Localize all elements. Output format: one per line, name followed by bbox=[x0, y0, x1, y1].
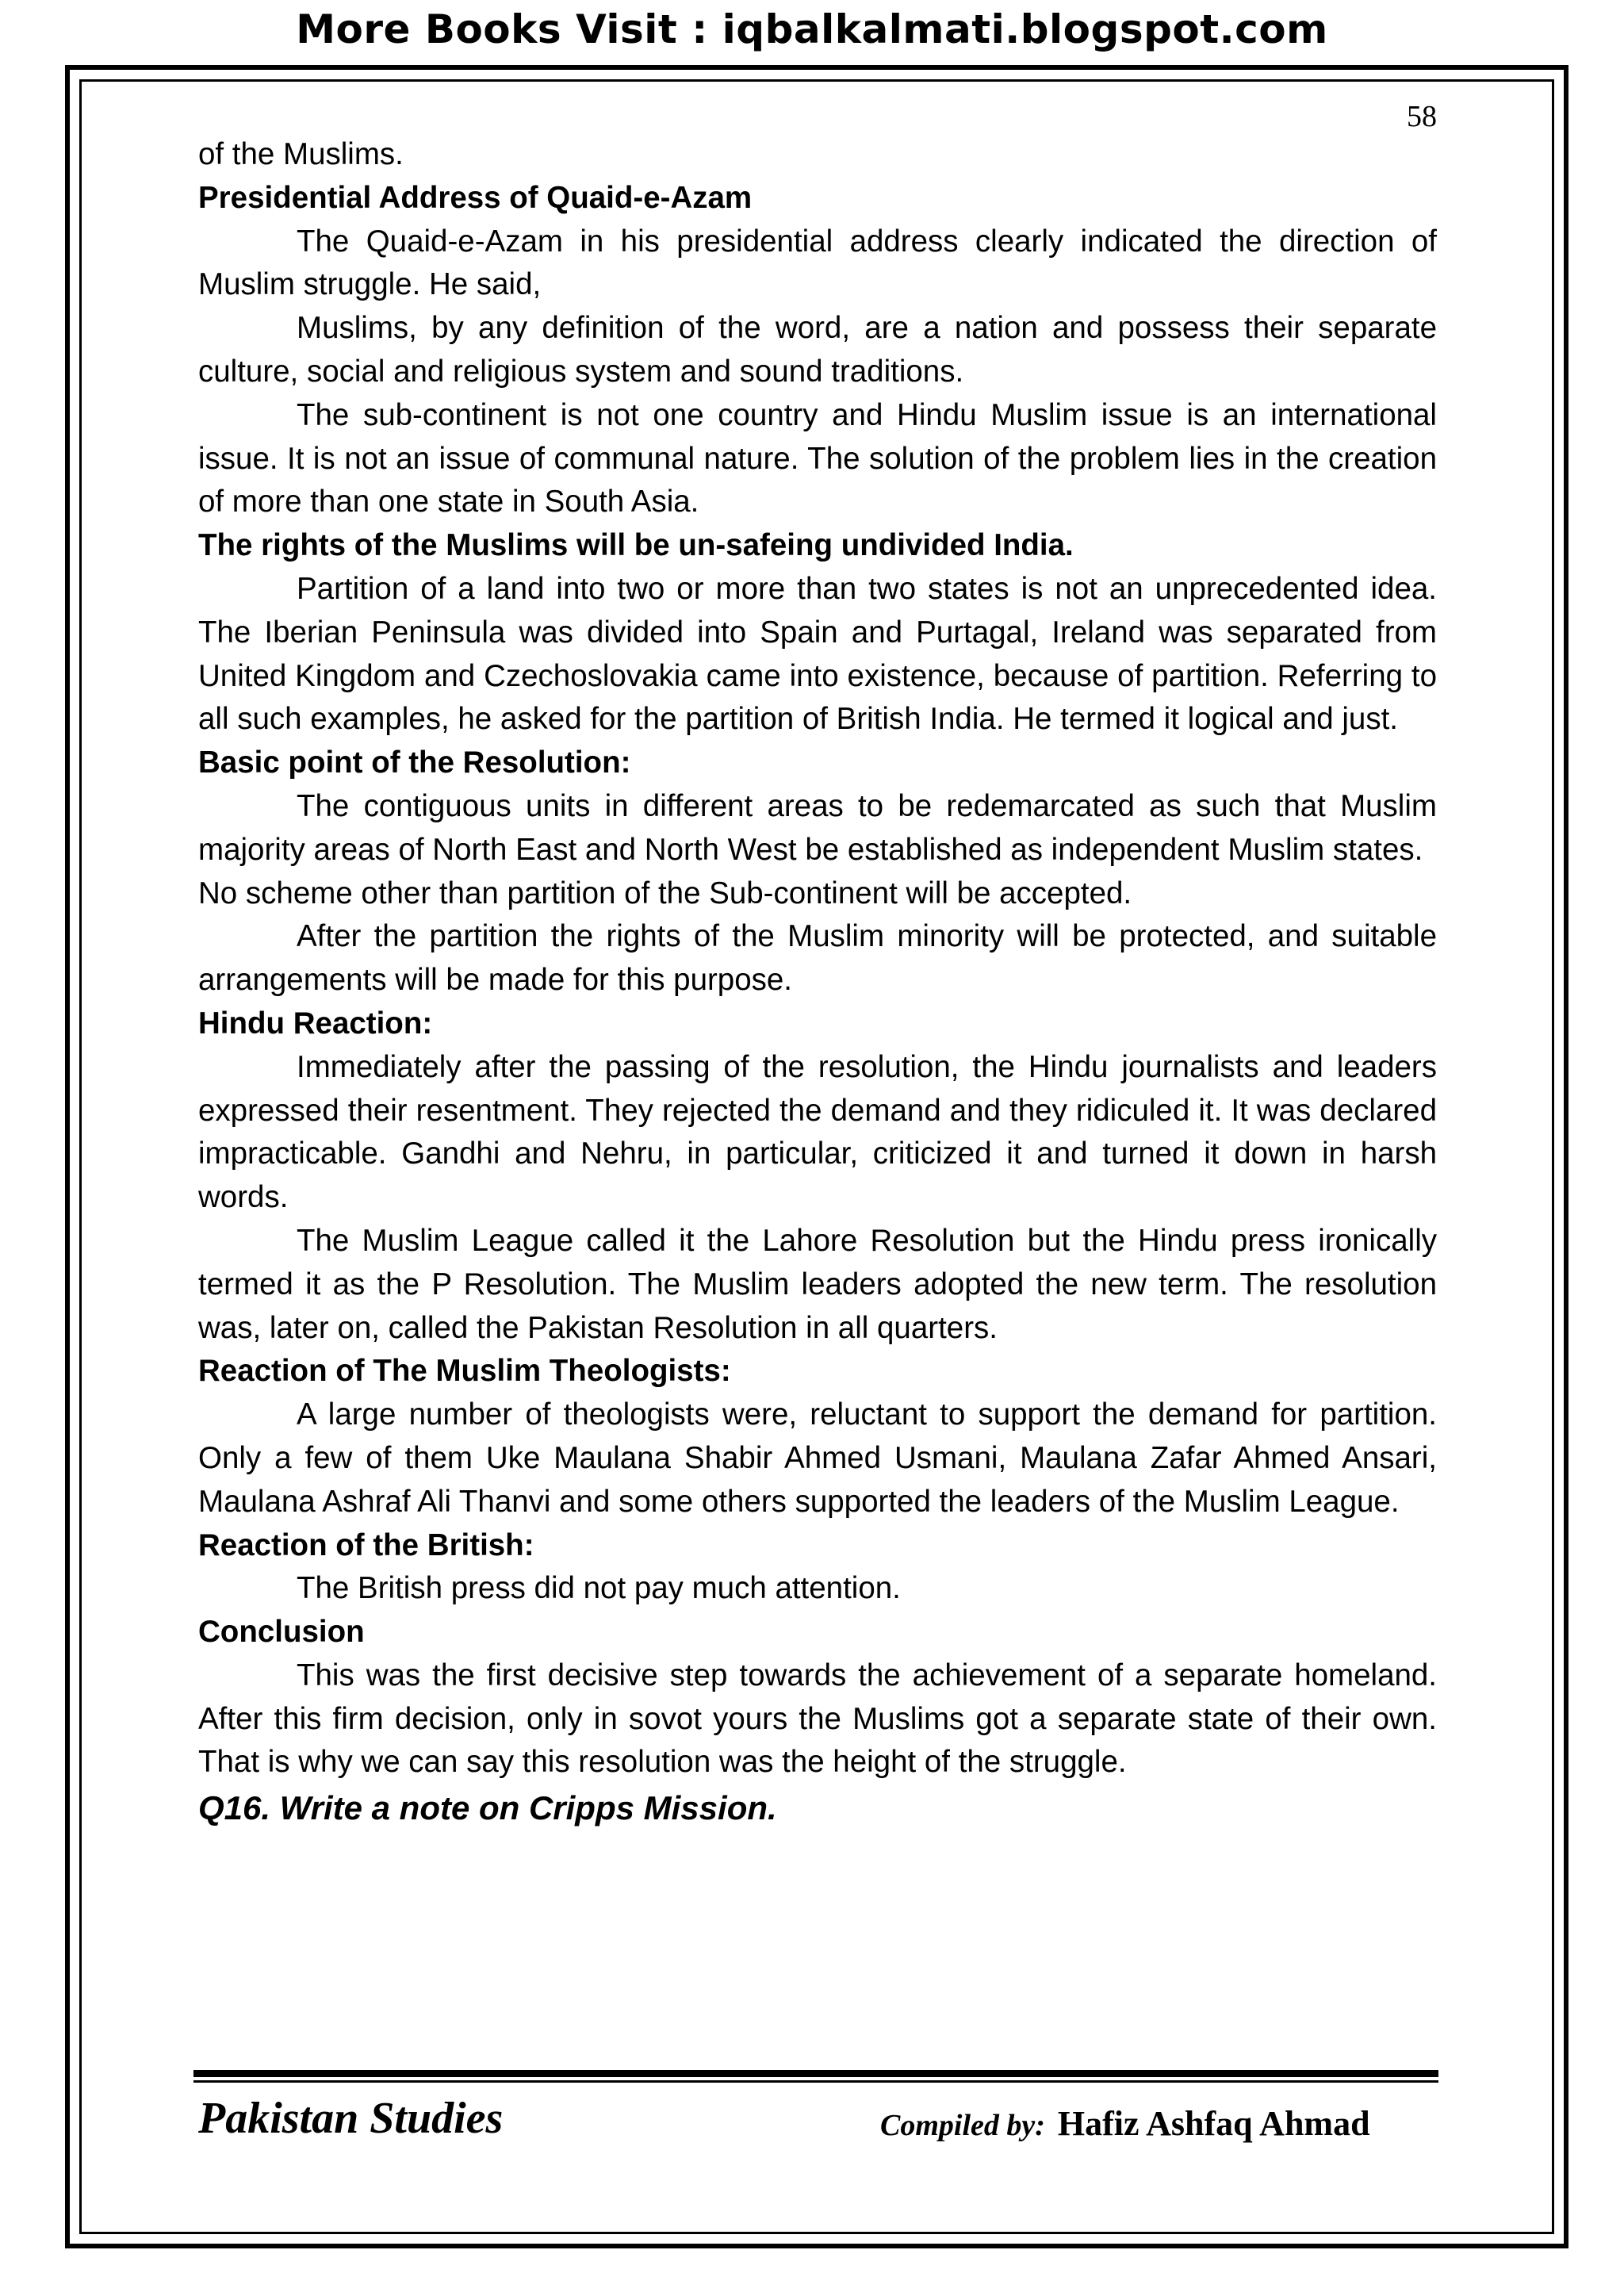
paragraph: The contiguous units in different areas to be redemarcated as such that Muslim majority areas of North East and North West be established as independent Muslim states. bbox=[198, 788, 1437, 867]
site-banner: More Books Visit : iqbalkalmati.blogspot.com bbox=[296, 6, 1328, 52]
section-heading: The rights of the Muslims will be un-safeing undivided India. bbox=[198, 528, 1074, 563]
compiler-name: Hafiz Ashfaq Ahmad bbox=[1057, 2104, 1370, 2143]
paragraph: Immediately after the passing of the resolution, the Hindu journalists and leaders expressed their resentment. They rejected the demand and they ridiculed it. It was declared impracticable. Gandhi and Nehru, in particular, criticized it and turned it down in harsh words. bbox=[198, 1049, 1437, 1215]
paragraph: Partition of a land into two or more than two states is not an unprecedented idea. The Iberian Peninsula was divided into Spain and Purtagal, Ireland was separated from United Kingdom and Czechoslovakia came into existence, because of partition. Referring to all such examples, he asked for the partition of British India. He termed it logical and just. bbox=[198, 571, 1437, 737]
footer-rule-thin bbox=[193, 2080, 1438, 2083]
section-heading: Reaction of The Muslim Theologists: bbox=[198, 1354, 731, 1389]
section-heading: Presidential Address of Quaid-e-Azam bbox=[198, 180, 753, 215]
paragraph: The sub-continent is not one country and Hindu Muslim issue is an international issue. It is not an issue of communal nature. The solution of the problem lies in the creation of more than one state in South Asia. bbox=[198, 397, 1437, 519]
paragraph: The Quaid-e-Azam in his presidential address clearly indicated the direction of Muslim struggle. He said, bbox=[198, 224, 1437, 302]
compiler-credit bbox=[880, 2100, 1370, 2156]
section-heading: Reaction of the British: bbox=[198, 1527, 534, 1562]
question-heading: Q16. Write a note on Cripps Mission. bbox=[198, 1789, 777, 1827]
paragraph: After the partition the rights of the Muslim minority will be protected, and suitable arrangements will be made for this purpose. bbox=[198, 919, 1437, 998]
paragraph: of the Muslims. bbox=[198, 137, 404, 171]
paragraph: This was the first decisive step towards the achievement of a separate homeland. After this firm decision, only in sovot yours the Muslims got a separate state of their own. That is why we can say this resolution was the height of the struggle. bbox=[198, 1658, 1437, 1780]
paragraph: No scheme other than partition of the Sub-continent will be accepted. bbox=[198, 876, 1132, 910]
paragraph: The Muslim League called it the Lahore Resolution but the Hindu press ironically termed it as the P Resolution. The Muslim leaders adopted the new term. The resolution was, later on, called the Pakistan Resolution in all quarters. bbox=[198, 1223, 1437, 1345]
book-title: Pakistan Studies bbox=[198, 2094, 504, 2143]
page-number: 58 bbox=[1407, 100, 1437, 133]
section-heading: Conclusion bbox=[198, 1615, 365, 1650]
page-content bbox=[198, 133, 1437, 1832]
section-heading: Basic point of the Resolution: bbox=[198, 746, 631, 780]
section-heading: Hindu Reaction: bbox=[198, 1006, 433, 1041]
footer-rule-thick bbox=[193, 2070, 1438, 2077]
compiled-by-label: Compiled by: bbox=[880, 2109, 1045, 2142]
paragraph: The British press did not pay much attention. bbox=[297, 1571, 901, 1606]
paragraph: A large number of theologists were, reluctant to support the demand for partition. Only a few of them Uke Maulana Shabir Ahmed Usmani, Maulana Zafar Ahmed Ansari, Maulana Ashraf Ali Thanvi and some others supported the leaders of the Muslim League. bbox=[198, 1397, 1437, 1519]
paragraph: Muslims, by any definition of the word, are a nation and possess their separate culture, social and religious system and sound traditions. bbox=[198, 311, 1437, 389]
